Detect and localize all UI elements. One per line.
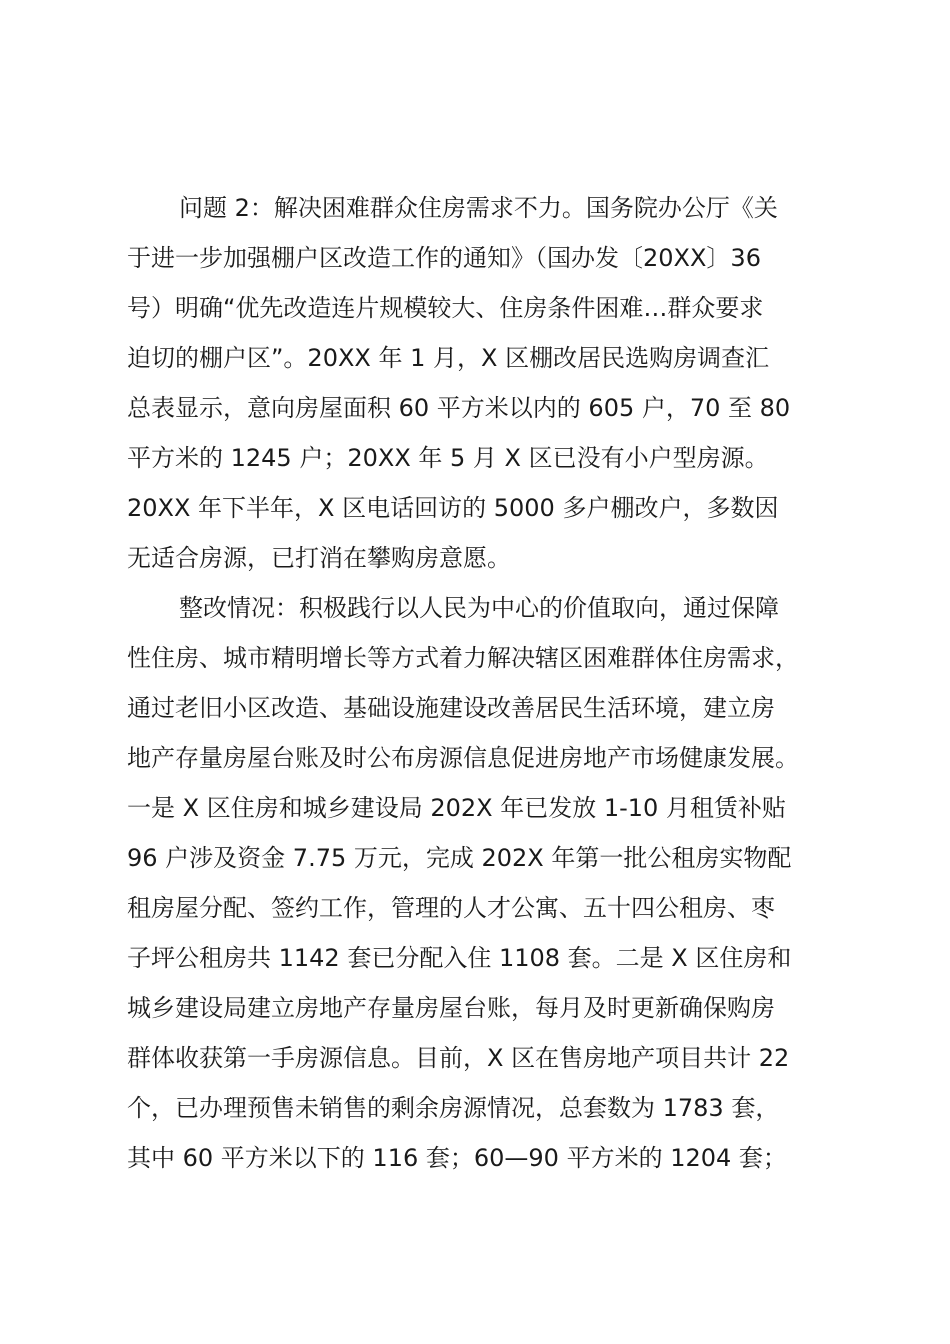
paragraph-line: 通过老旧小区改造、基础设施建设改善居民生活环境，建立房 bbox=[127, 694, 775, 722]
paragraph-line: 20XX 年下半年，X 区电话回访的 5000 多户棚改户，多数因 bbox=[127, 494, 779, 522]
paragraph-line: 其中 60 平方米以下的 116 套；60—90 平方米的 1204 套； bbox=[127, 1144, 787, 1172]
paragraph-line: 城乡建设局建立房地产存量房屋台账，每月及时更新确保购房 bbox=[127, 994, 775, 1022]
paragraph-line: 总表显示，意向房屋面积 60 平方米以内的 605 户，70 至 80 bbox=[127, 394, 791, 422]
paragraph-line: 地产存量房屋台账及时公布房源信息促进房地产市场健康发展。 bbox=[127, 744, 799, 772]
paragraph-line: 一是 X 区住房和城乡建设局 202X 年已发放 1-10 月租赁补贴 bbox=[127, 794, 786, 822]
paragraph-line-problem-2: 问题 2：解决困难群众住房需求不力。国务院办公厅《关 bbox=[179, 194, 778, 222]
paragraph-line: 群体收获第一手房源信息。目前，X 区在售房地产项目共计 22 bbox=[127, 1044, 790, 1072]
paragraph-line: 迫切的棚户区”。20XX 年 1 月，X 区棚改居民选购房调查汇 bbox=[127, 344, 770, 372]
paragraph-line: 个，已办理预售未销售的剩余房源情况，总套数为 1783 套， bbox=[127, 1094, 780, 1122]
paragraph-line: 子坪公租房共 1142 套已分配入住 1108 套。二是 X 区住房和 bbox=[127, 944, 792, 972]
paragraph-line-rectification: 整改情况：积极践行以人民为中心的价值取向，通过保障 bbox=[179, 594, 779, 622]
paragraph-line: 号）明确“优先改造连片规模较大、住房条件困难…群众要求 bbox=[127, 294, 764, 322]
paragraph-line: 无适合房源，已打消在攀购房意愿。 bbox=[127, 544, 511, 572]
body-text bbox=[127, 183, 833, 1183]
paragraph-line: 于进一步加强棚户区改造工作的通知》（国办发〔20XX〕36 bbox=[127, 244, 761, 272]
paragraph-line: 96 户涉及资金 7.75 万元，完成 202X 年第一批公租房实物配 bbox=[127, 844, 792, 872]
paragraph-line: 租房屋分配、签约工作，管理的人才公寓、五十四公租房、枣 bbox=[127, 894, 775, 922]
paragraph-line: 性住房、城市精明增长等方式着力解决辖区困难群体住房需求， bbox=[127, 644, 799, 672]
paragraph-line: 平方米的 1245 户；20XX 年 5 月 X 区已没有小户型房源。 bbox=[127, 444, 769, 472]
